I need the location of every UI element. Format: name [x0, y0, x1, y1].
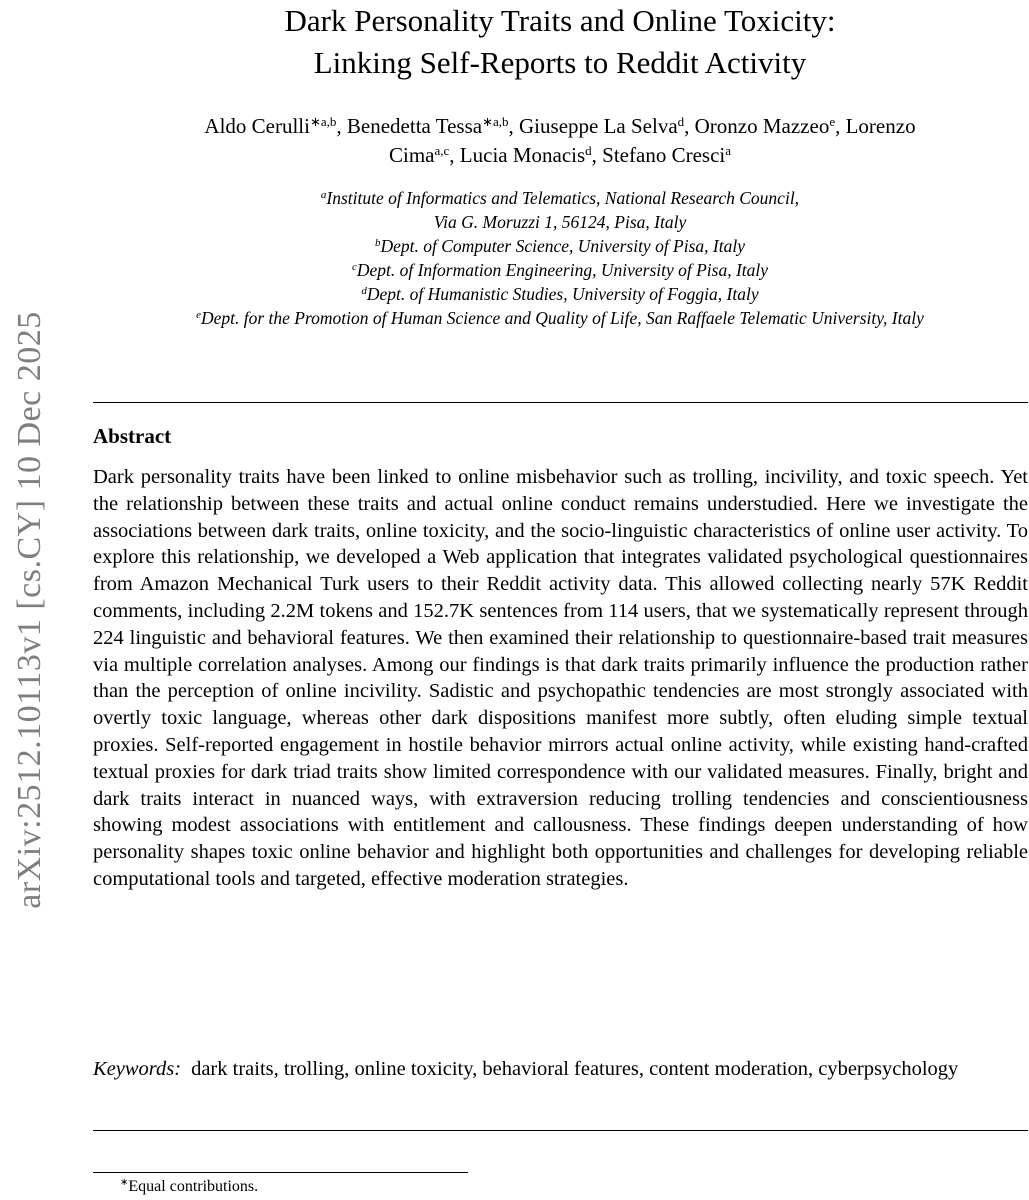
footnote-rule	[93, 1172, 468, 1173]
author-line-1	[90, 112, 1029, 141]
keywords-label: Keywords:	[93, 1058, 182, 1080]
affiliations	[90, 186, 1029, 330]
affiliation-text: Institute of Informatics and Telematics, National Research Council,	[326, 188, 800, 208]
author-affil-mark: d	[677, 114, 685, 129]
footnote-text: Equal contributions.	[128, 1178, 259, 1195]
abstract-heading: Abstract	[93, 424, 172, 448]
author-name: Aldo Cerulli	[204, 114, 310, 138]
footnote	[120, 1178, 258, 1196]
author-name: Lucia Monacis	[459, 143, 586, 167]
author-name-part: Cima	[389, 143, 435, 167]
affiliation-line	[90, 282, 1029, 306]
keywords	[93, 1056, 1028, 1083]
paper-title	[90, 0, 1029, 84]
author-name-part: Lorenzo	[845, 114, 916, 138]
author-name: Stefano Cresci	[602, 143, 726, 167]
affiliation-line	[90, 306, 1029, 330]
author-line-2	[90, 141, 1029, 170]
abstract-top-rule	[93, 402, 1028, 403]
author-name: Oronzo Mazzeo	[694, 114, 830, 138]
affiliation-text: Dept. of Humanistic Studies, University of Foggia, Italy	[366, 284, 759, 304]
author-separator: ,	[591, 143, 603, 167]
author-separator: ,	[684, 114, 695, 138]
author-affil-mark: ∗a,b	[482, 114, 509, 129]
author-affil-mark: a	[725, 143, 731, 158]
author-separator: ,	[508, 114, 520, 138]
abstract-text: Dark personality traits have been linked to online misbehavior such as trolling, incivility, and toxic speech. Yet the relationship between these traits and actual online conduct remains understudied. Here we investigate the associations between dark traits, online toxicity, and the socio-linguistic characteristics of online user activity. To explore this relationship, we developed a Web application that integrates validated psychological questionnaires from Amazon Mechanical Turk users to their Reddit activity data. This allowed collecting nearly 57K Reddit comments, including 2.2M tokens and 152.7K sentences from 114 users, that we systematically represent through 224 linguistic and behavioral features. We then examined their relationship to questionnaire-based trait measures via multiple correlation analyses. Among our findings is that dark traits primarily influence the production rather than the perception of online incivility. Sadistic and psychopathic tendencies are most strongly associated with overtly toxic language, whereas other dark dispositions manifest more subtly, often eluding simple textual proxies. Self-reported engagement in hostile behavior mirrors actual online activity, while existing hand-crafted textual proxies for dark triad traits show limited correspondence with our validated measures. Finally, bright and dark traits interact in nuanced ways, with extraversion reducing trolling tendencies and conscientiousness showing modest associations with entitlement and callousness. These findings deepen understanding of how personality shapes toxic online behavior and highlight both opportunities and challenges for developing reliable computational tools and targeted, effective moderation strategies.	[93, 466, 1028, 890]
footnote-mark: ∗	[120, 1177, 129, 1188]
author-affil-mark: e	[829, 114, 836, 129]
title-line-2: Linking Self-Reports to Reddit Activity	[313, 45, 807, 80]
affiliation-text: Via G. Moruzzi 1, 56124, Pisa, Italy	[433, 212, 687, 232]
abstract-bottom-rule	[93, 1130, 1028, 1131]
affiliation-line	[90, 258, 1029, 282]
affiliation-mark: d	[361, 285, 367, 297]
title-line-1: Dark Personality Traits and Online Toxicity:	[284, 3, 836, 38]
affiliation-mark: e	[196, 309, 201, 321]
affiliation-mark: a	[320, 189, 327, 201]
author-affil-mark: d	[585, 143, 592, 158]
author-name: Benedetta Tessa	[346, 114, 483, 138]
affiliation-mark: b	[374, 237, 381, 249]
author-affil-mark: ∗a,b	[309, 114, 337, 129]
author-separator: ,	[449, 143, 460, 167]
arxiv-identifier: arXiv:2512.10113v1 [cs.CY] 10 Dec 2025	[11, 311, 48, 909]
affiliation-text: Dept. for the Promotion of Human Science and Quality of Life, San Raffaele Telematic University, Italy	[200, 308, 924, 328]
affiliation-text: Dept. of Information Engineering, University of Pisa, Italy	[356, 260, 769, 280]
affiliation-line	[90, 234, 1029, 258]
affiliation-line	[90, 186, 1029, 210]
author-separator: ,	[336, 114, 347, 138]
affiliation-text: Dept. of Computer Science, University of Pisa, Italy	[380, 236, 745, 256]
author-affil-mark: a,c	[434, 143, 450, 158]
keywords-text: dark traits, trolling, online toxicity, behavioral features, content moderation, cyberpsychology	[191, 1058, 959, 1080]
affiliation-mark: c	[351, 261, 357, 273]
author-name: Giuseppe La Selva	[519, 114, 678, 138]
affiliation-line	[90, 210, 1029, 234]
author-separator: ,	[835, 114, 846, 138]
author-list	[90, 112, 1029, 170]
